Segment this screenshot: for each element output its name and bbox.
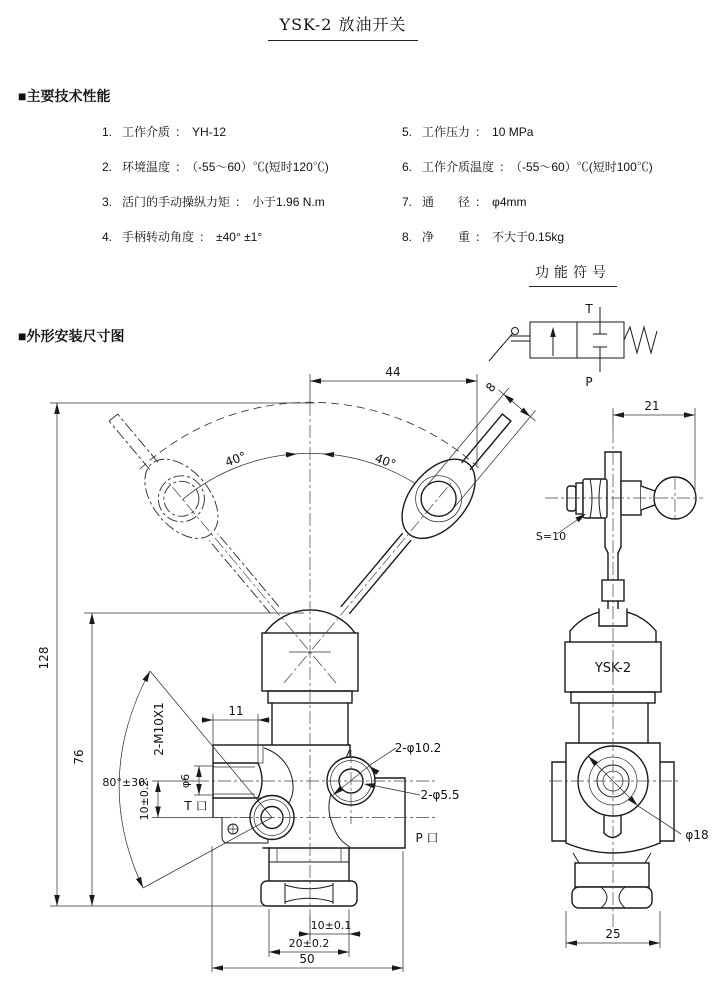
dim-20-0-2 (269, 909, 349, 957)
port-label-t: T 口 (184, 799, 208, 813)
dim-label-40-left: 40° (223, 449, 249, 470)
spec-value: 10 MPa (492, 125, 534, 139)
spec-value: （-55～60）℃(短时120℃) (192, 160, 329, 174)
spec-number: 7. (402, 195, 413, 209)
spec-label: 活门的手动操纵力矩 (122, 195, 231, 209)
dim-label-80deg: 80°±30′ (102, 776, 148, 789)
specs-section-header: ■主要技术性能 (18, 88, 111, 104)
dim-label-76: 76 (72, 749, 86, 765)
spec-colon: ： (175, 125, 188, 139)
front-view (37, 365, 536, 972)
dim-label-25: 25 (605, 927, 621, 941)
hex-nut-s10 (583, 479, 607, 518)
dim-label-40-right: 40° (372, 451, 398, 472)
spec-colon: ： (475, 125, 488, 139)
side-view (536, 399, 709, 948)
spec-number: 2. (102, 160, 113, 174)
dim-label-dia6: φ6 (179, 773, 192, 789)
spec-number: 1. (102, 125, 113, 139)
spec-label: 工作介质温度 (422, 160, 495, 174)
dim-label-dia5-5: 2-φ5.5 (420, 788, 460, 802)
valve-body (213, 745, 405, 906)
symbol-p-label: P (585, 375, 593, 389)
spec-colon: ： (175, 160, 188, 174)
spec-value: 不大于0.15kg (492, 230, 565, 244)
spec-label: 通 径 (422, 195, 471, 209)
spec-label: 环境温度 (122, 160, 171, 174)
dim-label-thread: 2-M10X1 (152, 702, 166, 756)
spec-label: 手柄转动角度 (122, 230, 195, 244)
handle-right (341, 414, 511, 613)
dim-label-128: 128 (37, 646, 51, 670)
spec-colon: ： (475, 230, 488, 244)
drain-nipple (604, 833, 621, 838)
dim-label-10-0-2: 10±0.2 (138, 779, 151, 821)
hatch-upper (213, 745, 263, 763)
function-symbol-header: 功能符号 (529, 262, 617, 287)
spec-colon: ： (199, 230, 212, 244)
dim-11 (201, 704, 270, 763)
spring-symbol (624, 327, 657, 353)
dim-label-20-0-2: 20±0.2 (288, 937, 330, 950)
dim-label-10-0-1: 10±0.1 (310, 919, 352, 932)
dim-label-8: 8 (483, 380, 499, 395)
spec-number: 6. (402, 160, 413, 174)
hex-nut-side (572, 887, 652, 908)
dim-label-50: 50 (299, 952, 315, 966)
spec-label: 工作介质 (122, 125, 171, 139)
model-label: YSK-2 (594, 661, 632, 676)
handle-left-phantom (109, 414, 279, 613)
dim-44 (310, 365, 477, 465)
dim-dia5-5 (364, 781, 460, 802)
spec-colon: ： (475, 195, 488, 209)
dim-label-44: 44 (385, 365, 401, 379)
spec-label: 净 重 (422, 230, 471, 244)
port-label-p: P 口 (415, 831, 439, 845)
spec-number: 3. (102, 195, 113, 209)
spec-colon: ： (499, 160, 512, 174)
dim-21 (613, 399, 695, 490)
lever-symbol (489, 328, 530, 362)
spec-label: 工作压力 (422, 125, 471, 139)
spec-number: 4. (102, 230, 113, 244)
drawing-section-header: ■外形安装尺寸图 (18, 328, 125, 344)
dim-label-dia18: φ18 (685, 828, 709, 842)
spec-value: 小于1.96 N.m (252, 195, 325, 209)
hex-nut (261, 881, 357, 906)
dim-label-21: 21 (644, 399, 660, 413)
dim-s10 (536, 511, 588, 543)
spec-value: ±40° ±1° (216, 230, 263, 244)
spec-value: φ4mm (492, 195, 527, 209)
dim-dia6 (179, 766, 214, 795)
spec-number: 5. (402, 125, 413, 139)
page-title: YSK-2 放油开关 (268, 12, 418, 41)
spec-value: YH-12 (192, 125, 227, 139)
handle-nut-assembly (567, 477, 696, 519)
spec-colon: ： (235, 195, 248, 209)
spec-number: 8. (402, 230, 413, 244)
hydraulic-valve-symbol (489, 302, 657, 389)
handle-axis-right (284, 483, 451, 683)
dim-50 (212, 846, 403, 972)
dim-label-11: 11 (228, 704, 244, 718)
dim-label-s10: S=10 (535, 530, 567, 543)
dim-label-dia10-2: 2-φ10.2 (394, 741, 442, 755)
spec-value: （-55～60）℃(短时100℃) (516, 160, 653, 174)
handle-axis-left (169, 483, 336, 683)
symbol-t-label: T (585, 302, 593, 316)
